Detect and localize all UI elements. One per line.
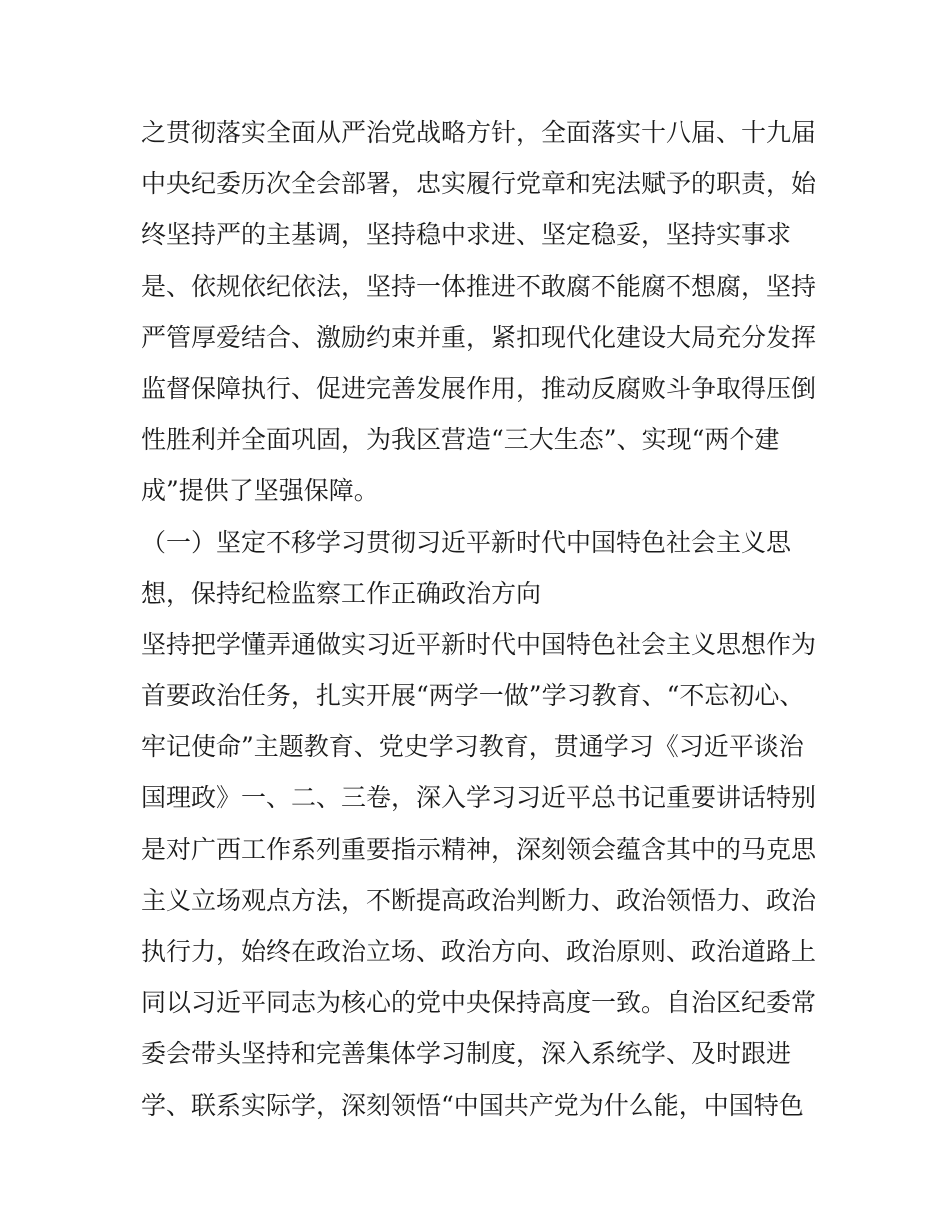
text-line: 监督保障执行、促进完善发展作用，推动反腐败斗争取得压倒 xyxy=(141,373,817,403)
text-line: 同以习近平同志为核心的党中央保持高度一致。自治区纪委常 xyxy=(141,988,817,1018)
section-heading-line: 想，保持纪检监察工作正确政治方向 xyxy=(141,578,542,608)
text-line: 严管厚爱结合、激励约束并重，紧扣现代化建设大局充分发挥 xyxy=(141,322,817,352)
text-line: 执行力，始终在政治立场、政治方向、政治原则、政治道路上 xyxy=(141,937,817,966)
text-line: 学、联系实际学，深刻领悟“中国共产党为什么能，中国特色 xyxy=(141,1090,804,1120)
text-line: 性胜利并全面巩固，为我区营造“三大生态”、实现“两个建 xyxy=(141,425,780,455)
text-line: 终坚持严的主基调，坚持稳中求进、坚定稳妥，坚持实事求 xyxy=(141,220,792,250)
text-line: 主义立场观点方法，不断提高政治判断力、政治领悟力、政治 xyxy=(141,885,817,915)
text-line: 之贯彻落实全面从严治党战略方针，全面落实十八届、十九届 xyxy=(141,118,817,147)
text-line: 成”提供了坚强保障。 xyxy=(141,476,379,506)
document-body xyxy=(141,107,821,1131)
text-line: 中央纪委历次全会部署，忠实履行党章和宪法赋予的职责，始 xyxy=(141,169,817,199)
text-line: 坚持把学懂弄通做实习近平新时代中国特色社会主义思想作为 xyxy=(141,629,817,659)
text-line: 首要政治任务，扎实开展“两学一做”学习教育、“不忘初心、 xyxy=(141,681,805,711)
text-line: 委会带头坚持和完善集体学习制度，深入系统学、及时跟进 xyxy=(141,1039,792,1069)
text-line: 是、依规依纪依法，坚持一体推进不敢腐不能腐不想腐，坚持 xyxy=(141,271,817,301)
section-heading-line: （一）坚定不移学习贯彻习近平新时代中国特色社会主义思 xyxy=(141,527,792,557)
text-line: 是对广西工作系列重要指示精神，深刻领会蕴含其中的马克思 xyxy=(141,834,817,864)
text-line: 牢记使命”主题教育、党史学习教育，贯通学习《习近平谈治 xyxy=(141,732,804,762)
text-line: 国理政》一、二、三卷，深入学习习近平总书记重要讲话特别 xyxy=(141,783,817,813)
